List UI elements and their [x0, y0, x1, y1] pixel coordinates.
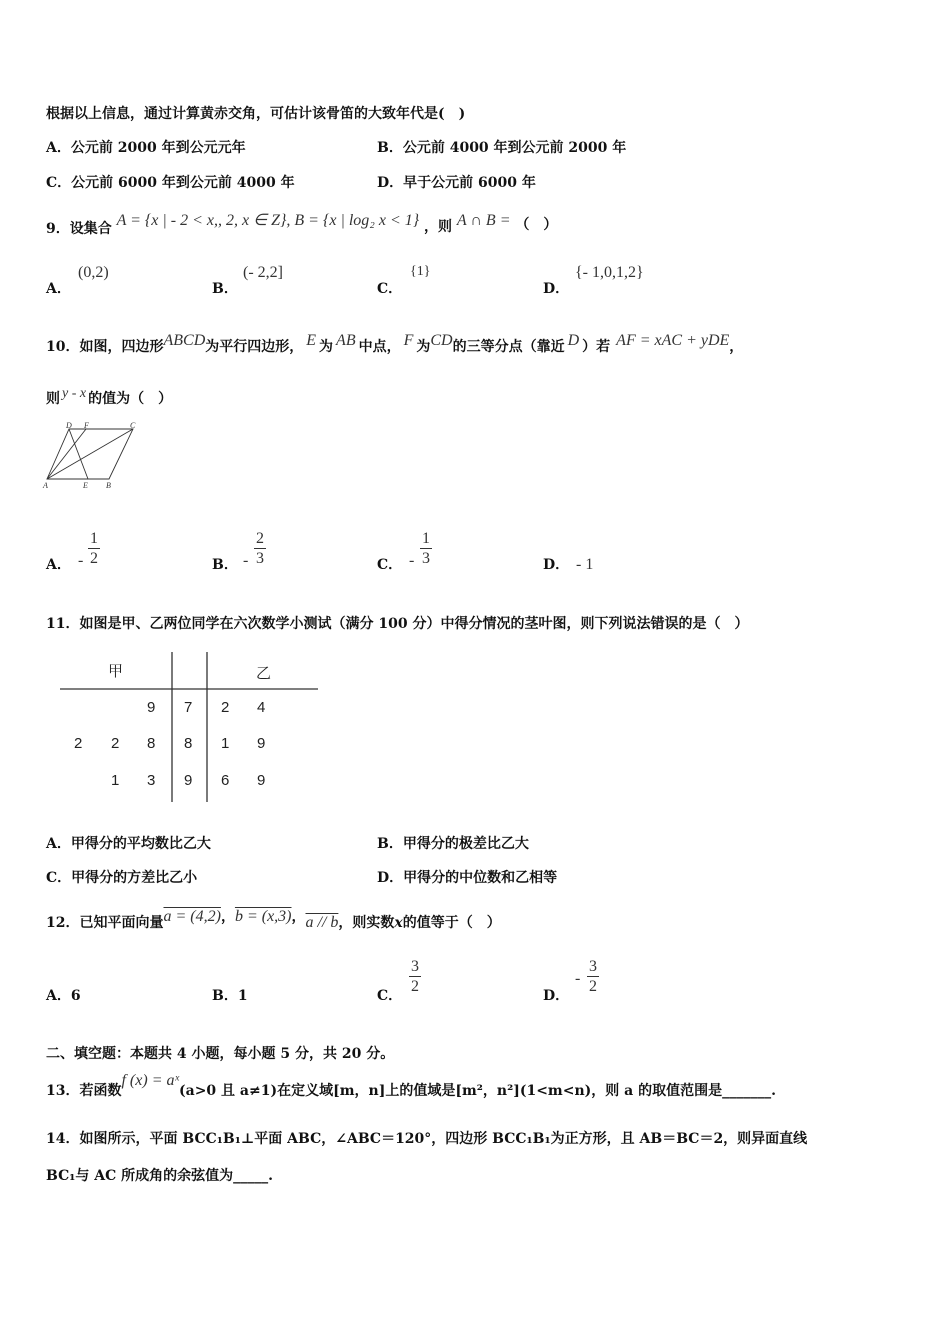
q12-parallel: a // b: [305, 914, 339, 931]
fig-label-f: F: [84, 421, 89, 430]
q8-stem: 根据以上信息，通过计算黄赤交角，可估计该骨笛的大致年代是( ): [46, 106, 466, 122]
q13-text-1: 13．若函数: [46, 1083, 122, 1099]
q10-c-numerator: 1: [422, 530, 430, 547]
q10-option-c-fraction: [420, 530, 432, 569]
q12-option-c-fraction: [409, 958, 421, 997]
q12-stem: [46, 906, 501, 931]
fig-label-d: D: [66, 421, 72, 430]
q12-option-b: B．1: [212, 988, 248, 1004]
q10-y-minus-x: y - x: [62, 386, 87, 401]
fig-label-c: C: [130, 421, 136, 430]
q12-vector-a: a = (4,2): [163, 908, 221, 925]
q9-option-a-label: A．: [46, 281, 71, 297]
left-leaf: 2: [111, 735, 120, 752]
q12-option-c-label: C．: [377, 988, 403, 1004]
q12-c-numerator: 3: [411, 958, 419, 975]
q10-text-6: 的三等分点（靠近: [452, 339, 565, 355]
q10-option-b-fraction: [254, 530, 266, 569]
q10-option-d-label: D．: [543, 557, 570, 573]
q12-sep-1: ，: [220, 909, 235, 925]
q10-a-denominator: 2: [90, 550, 98, 567]
q10-text-8: ，: [729, 339, 744, 355]
q10-option-d-value: - 1: [576, 556, 594, 573]
stem-value: 7: [184, 699, 193, 716]
q10-option-a-label: A．: [46, 557, 71, 573]
q12-option-d-label: D．: [543, 988, 570, 1004]
q9-option-d-label: D．: [543, 281, 570, 297]
q10-option-a-fraction: [88, 530, 100, 569]
q10-f: F: [403, 332, 414, 349]
q9-option-c-label: C．: [377, 281, 403, 297]
q10-stem-line2: [46, 382, 173, 407]
q10-b-denominator: 3: [256, 550, 264, 567]
q10-b-numerator: 2: [256, 530, 264, 547]
q10-text-7: ）若: [582, 339, 611, 355]
q10-option-b-label: B．: [212, 557, 238, 573]
left-leaf: 3: [147, 772, 156, 789]
q11-option-c: C．甲得分的方差比乙小: [46, 870, 198, 886]
q9-option-c-value: {1}: [410, 264, 431, 279]
left-leaf: 8: [147, 735, 156, 752]
q10-text-3: 为: [319, 339, 334, 355]
q12-text-1: 12．已知平面向量: [46, 915, 164, 931]
q12-d-numerator: 3: [589, 958, 597, 975]
right-leaf: 9: [257, 735, 266, 752]
q10-text-5: 为: [416, 339, 431, 355]
q12-c-denominator: 2: [411, 978, 419, 995]
q10-e: E: [306, 332, 317, 349]
q12-option-d-sign: -: [575, 970, 581, 987]
q10-text-1: 10．如图，四边形: [46, 339, 164, 355]
q9-prefix: 9．设集合: [46, 221, 112, 237]
section-2-heading: 二、填空题：本题共 4 小题，每小题 5 分，共 20 分。: [46, 1046, 395, 1062]
q11-option-d: D．甲得分的中位数和乙相等: [377, 870, 558, 886]
q10-equation: AF = xAC + yDE: [616, 332, 730, 349]
q8-option-d: D．早于公元前 6000 年: [377, 175, 536, 191]
right-leaf: 6: [221, 772, 230, 789]
stem-leaf-header-right: 乙: [256, 664, 272, 682]
q9-paren: （ ）: [515, 217, 558, 233]
q12-text-3: 的值等于（ ）: [402, 915, 501, 931]
q9-expression: A ∩ B =: [456, 212, 511, 229]
q9-stem: [46, 210, 558, 237]
right-leaf: 1: [221, 735, 230, 752]
left-leaf: 1: [111, 772, 120, 789]
q10-text-10: 的值为（ ）: [88, 391, 173, 407]
left-leaf: 2: [74, 735, 83, 752]
q10-text-4: 中点，: [358, 339, 401, 355]
q13-function: f (x) = aˣ: [121, 1072, 179, 1089]
q9-option-a-value: (0,2): [78, 264, 109, 281]
q10-option-a-sign: -: [78, 552, 84, 569]
q8-option-c: C．公元前 6000 年到公元前 4000 年: [46, 175, 295, 191]
stem-value: 8: [184, 735, 193, 752]
q12-option-d-fraction: [587, 958, 599, 997]
q12-sep-2: ，: [291, 909, 306, 925]
q12-d-denominator: 2: [589, 978, 597, 995]
q11-option-a: A．甲得分的平均数比乙大: [46, 836, 211, 852]
q8-option-a: A．公元前 2000 年到公元元年: [46, 140, 246, 156]
q10-option-c-label: C．: [377, 557, 403, 573]
right-leaf: 4: [257, 699, 266, 716]
q10-a-numerator: 1: [90, 530, 98, 547]
q12-option-a: A．6: [46, 988, 81, 1004]
q10-c-denominator: 3: [422, 550, 430, 567]
fig-label-b: B: [106, 481, 111, 490]
q8-option-b: B．公元前 4000 年到公元前 2000 年: [377, 140, 627, 156]
q10-cd: CD: [430, 332, 453, 349]
parallelogram-figure: [40, 420, 145, 492]
fig-label-e: E: [83, 481, 88, 490]
q12-text-2: ，则实数: [338, 915, 395, 931]
q9-option-d-value: {- 1,0,1,2}: [575, 264, 644, 281]
stem-leaf-plot: [60, 652, 320, 802]
left-leaf: 9: [147, 699, 156, 716]
q10-ab: AB: [336, 332, 356, 349]
q13-text-2: (a>0 且 a≠1)在定义域[m，n]上的值域是[m²，n²](1<m<n)，则 a 的取值范围是_______.: [179, 1083, 776, 1099]
q13-stem: [46, 1070, 776, 1099]
q14-stem-line2: BC₁与 AC 所成角的余弦值为_____.: [46, 1168, 273, 1184]
stem-leaf-header-left: 甲: [108, 662, 124, 680]
stem-value: 9: [184, 772, 193, 789]
q12-vector-b: b = (x,3): [234, 908, 292, 925]
q14-stem-line1: 14．如图所示，平面 BCC₁B₁⊥平面 ABC，∠ABC＝120°，四边形 BCC₁B₁为正方形，且 AB＝BC＝2，则异面直线: [46, 1131, 808, 1147]
right-leaf: 2: [221, 699, 230, 716]
q10-abcd: ABCD: [163, 332, 206, 349]
q10-text-2: 为平行四边形，: [205, 339, 304, 355]
q11-stem: 11．如图是甲、乙两位同学在六次数学小测试（满分 100 分）中得分情况的茎叶图，则下列说法错误的是（ ）: [46, 616, 749, 632]
q9-option-b-value: (- 2,2]: [243, 264, 283, 281]
q9-option-b-label: B．: [212, 281, 238, 297]
q10-option-c-sign: -: [409, 552, 415, 569]
q12-x: x: [394, 915, 403, 931]
fig-label-a: A: [43, 481, 48, 490]
q11-option-b: B．甲得分的极差比乙大: [377, 836, 529, 852]
q10-option-b-sign: -: [243, 552, 249, 569]
q9-set-definition: A = {x | - 2 < x,, 2, x ∈ Z}, B = {x | log₂ x < 1}: [116, 212, 420, 229]
right-leaf: 9: [257, 772, 266, 789]
q9-suffix: ，则: [424, 219, 453, 235]
q10-text-9: 则: [46, 391, 60, 407]
q10-stem: [46, 330, 744, 355]
q10-d: D: [567, 332, 580, 349]
